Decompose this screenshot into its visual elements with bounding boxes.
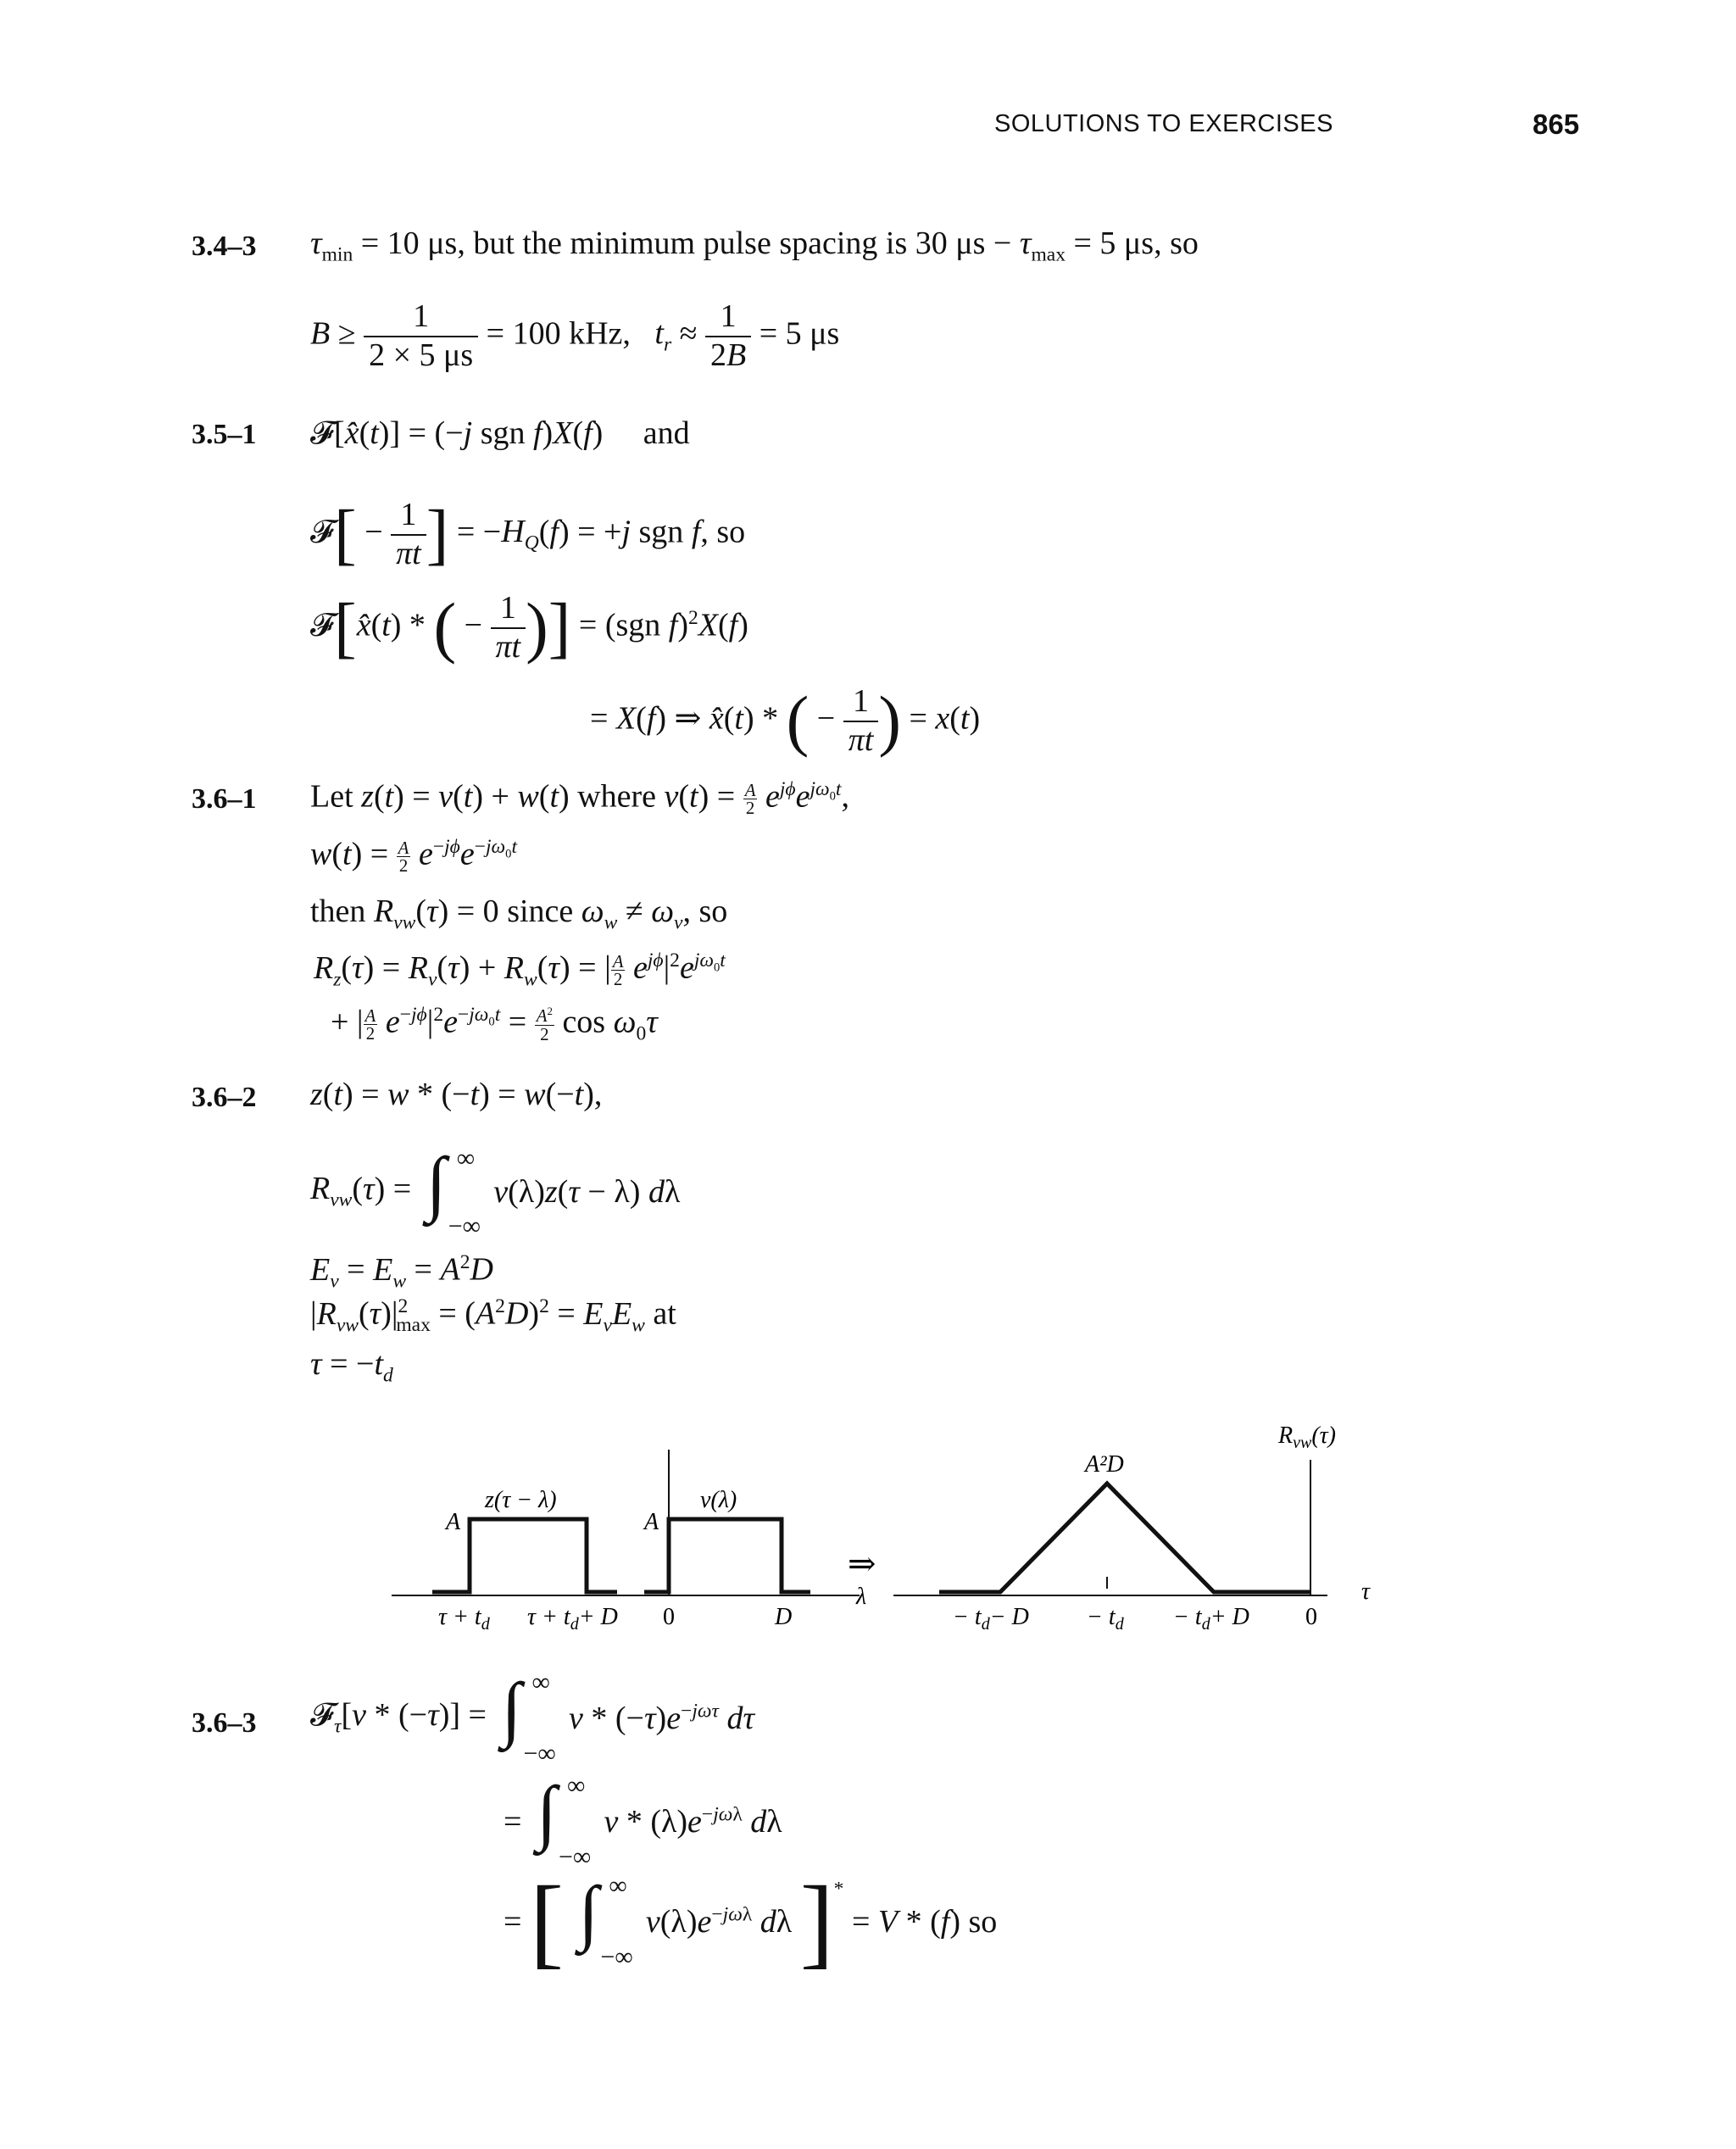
lambda-label: λ <box>856 1584 867 1610</box>
equation-line: 𝓕$_\tau$[v * (−τ)] = ∫ ∞ −∞ $v * (-\tau)e^{-j\omega\tau}$ dτ <box>310 1667 755 1768</box>
amp-label: A <box>644 1509 659 1535</box>
equation-line: $|R_{vw}(\tau)|^2_{max} = (A^2D)^2 = E_vE_w$ at <box>310 1295 676 1337</box>
exercise-number: 3.5–1 <box>192 419 257 450</box>
zero-label: 0 <box>1305 1604 1317 1630</box>
equation-line: w(t) = $\frac{A}{2}$ $e^{-j\phi}e^{-j\omega_0t}$ <box>310 836 517 877</box>
v-func-label: v(λ) <box>700 1487 737 1513</box>
equation-line: 𝓕[ − $\frac{1}{\pi t}$ ] = $-H_Q(f) = +j$ sgn f, so <box>310 497 746 572</box>
d-label: D <box>775 1604 793 1630</box>
x-label: $\tau + t_d$ <box>438 1604 490 1634</box>
equation-line: 𝓕[x̂(t) * ( − $\frac{1}{\pi t}$ )] = (sgn f)$^2$X(f) <box>310 590 748 665</box>
correlation-figure <box>0 1407 1736 1653</box>
equation-line: = [ ∫ ∞ −∞ $v(\lambda)e^{-j\omega\lambda}$ dλ ]* = V * (f) so <box>504 1865 998 1978</box>
triangle-correlation <box>939 1484 1310 1592</box>
exercise-number: 3.4–3 <box>192 231 257 262</box>
zero-label: 0 <box>663 1604 675 1630</box>
equation-line: $R_{vw}(\tau)$ = ∫ ∞ −∞ v(λ)z(τ − λ) dλ <box>310 1142 681 1240</box>
amp-label: A <box>446 1509 461 1535</box>
x-label: $\tau + t_d+ D$ <box>527 1604 618 1634</box>
running-title: SOLUTIONS TO EXERCISES <box>994 110 1333 137</box>
tick-label: − $t_d$ <box>1087 1604 1124 1634</box>
v-pulse <box>644 1519 810 1592</box>
equation-line: Let z(t) = v(t) + w(t) where v(t) = $\frac{A}{2}$ $e^{j\phi}e^{j\omega_0t}$, <box>310 778 849 819</box>
equation-line: 𝓕[x̂(t)] = (−j sgn f)X(f) and <box>310 415 690 451</box>
equation-line: $\tau_{min} = 10$ μs, but the minimum pulse spacing is 30 $\mu s - \tau_{max} = 5$ μs, so <box>310 225 1199 266</box>
tick-label: − $t_d- D$ <box>953 1604 1029 1634</box>
equation-line: $R_z(\tau) = R_v(\tau) + R_w(\tau)$ = | $\frac{A}{2}$ $e^{j\phi}|^2e^{j\omega_0t}$ <box>314 949 726 991</box>
page-number: 865 <box>1533 109 1580 140</box>
r-label: $R_{vw}(\tau)$ <box>1278 1422 1336 1452</box>
equation-line: then $R_{vw}(\tau) = 0$ since $\omega_w \ne \omega_v$, so <box>310 894 728 934</box>
equation-line: B ≥ $\frac{1}{2 \times 5 \mu s}$ = 100 kHz, $t_r$ ≈ $\frac{1}{2B}$ = 5 μs <box>310 298 840 373</box>
z-func-label: z(τ − λ) <box>485 1487 557 1513</box>
peak-label: A²D <box>1085 1451 1124 1478</box>
equation-line: = ∫ ∞ −∞ v * $(\lambda)e^{-j\omega\lambda}$ dλ <box>504 1771 782 1871</box>
exercise-number: 3.6–1 <box>192 783 257 815</box>
equation-line: + | $\frac{A}{2}$ $e^{-j\phi}|^2e^{-j\omega_0t}$ = $\frac{A^2}{2}$ $\cos \omega_0\tau$ <box>331 1004 658 1045</box>
tau-label: τ <box>1361 1578 1371 1605</box>
equation-line: z(t) = w * (−t) = w(−t), <box>310 1077 603 1112</box>
equation-line: = X(f) ⇒ x̂(t) * ( − $\frac{1}{\pi t}$ ) = x(t) <box>590 683 981 759</box>
exercise-number: 3.6–3 <box>192 1707 257 1739</box>
exercise-number: 3.6–2 <box>192 1082 257 1113</box>
implies-arrow: ⇒ <box>848 1545 876 1583</box>
tick-label: − $t_d+ D$ <box>1173 1604 1249 1634</box>
equation-line: $\tau = -t_d$ <box>310 1346 393 1387</box>
equation-line: $E_v = E_w = A^2D$ <box>310 1251 493 1293</box>
